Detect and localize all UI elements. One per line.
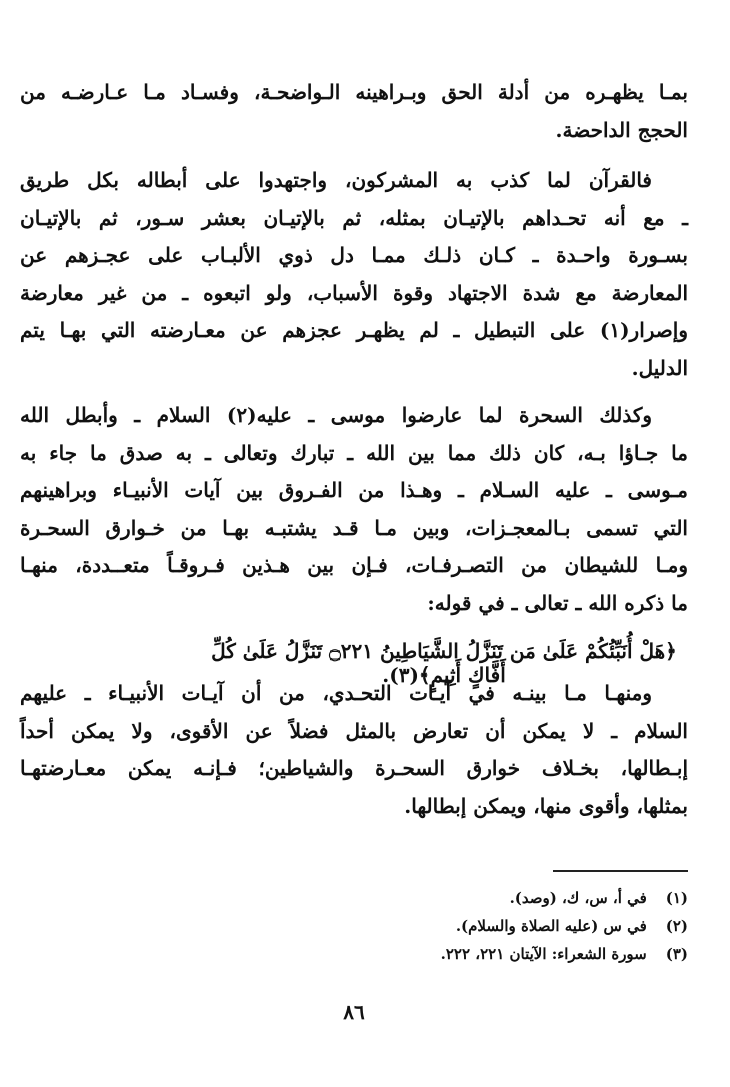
footnote-text: في أ، س، ك، (وصد). bbox=[509, 889, 647, 907]
paragraph-line: السلام ـ لا يمكن أن تعارض بالمثل فضلاً عن الأقوى، ولا يمكن أحداً bbox=[20, 718, 688, 743]
paragraph-line: التي تسمى بـالمعجـزات، وبين مـا قـد يشتبـه بهـا من خـوارق السحـرة bbox=[20, 515, 688, 540]
paragraph-line: مـوسى ـ عليه السـلام ـ وهـذا من الفـروق بين آيات الأنبيـاء وبراهينهم bbox=[20, 478, 688, 502]
paragraph-line: ما جـاؤا بـه، كان ذلك مما بين الله ـ تبارك وتعالى ـ به صدق ما جاء به bbox=[20, 440, 688, 465]
footnote-number: (٢) bbox=[665, 917, 688, 935]
page-number: ٨٦ bbox=[343, 1000, 365, 1024]
paragraph-line: وكذلك السحرة لما عارضوا موسى ـ عليه(٢) السلام ـ وأبطل الله bbox=[20, 403, 653, 427]
paragraph-line: ومنهـا مـا بينـه في آيـات التحـدي، من أن آيـات الأنبيـاء ـ عليهم bbox=[20, 681, 652, 705]
paragraph-line: بمـا يظهـره من أدلة الحق وبـراهينه الـواضحـة، وفسـاد مـا عـارضـه من bbox=[20, 80, 688, 104]
paragraph-line: الحجج الداحضة. bbox=[555, 117, 688, 142]
paragraph-1 bbox=[20, 74, 688, 149]
footnote-text: في س (عليه الصلاة والسلام). bbox=[455, 917, 647, 935]
paragraph-line: فالقرآن لما كذب به المشركون، واجتهدوا على أبطاله بكل طريق bbox=[20, 168, 652, 192]
quran-verse: ﴿هَلْ أُنَبِّئُكُمْ عَلَىٰ مَن تَنَزَّلُ الشَّيَاطِينُ ۝٢٢١ تَنَزَّلُ عَلَىٰ كُلِّ أَفَّاكٍ أَثِيمٍ﴾(٣). bbox=[211, 639, 677, 687]
paragraph-line: بمثلها، وأقوى منها، ويمكن إبطالها. bbox=[404, 793, 688, 818]
paragraph-line: المعارضة مع شدة الاجتهاد وقوة الأسباب، ولو اتبعوه ـ من غير معارضة bbox=[20, 280, 688, 305]
footnote-item bbox=[20, 940, 688, 968]
footnote-text: سورة الشعراء: الآيتان ٢٢١، ٢٢٢. bbox=[440, 945, 647, 963]
paragraph-line: ما ذكره الله ـ تعالى ـ في قوله: bbox=[427, 590, 688, 615]
paragraph-line: ومـا للشيطان من التصـرفـات، فـإن بين هـذين فـروقـاً متعــددة، منهـا bbox=[20, 553, 688, 577]
footnotes bbox=[20, 884, 688, 968]
footnote-divider bbox=[553, 870, 688, 872]
footnote-number: (٣) bbox=[665, 945, 688, 963]
paragraph-line: وإصرار(١) على التبطيل ـ لم يظهـر عجزهم عن معـارضته التي بهـا يتم bbox=[20, 318, 688, 342]
book-page bbox=[20, 74, 688, 1064]
paragraph-line: إبـطالها، بخـلاف خوارق السحـرة والشياطين؛ فـإنـه يمكن معـارضتهـا bbox=[20, 756, 688, 780]
footnote-item bbox=[20, 912, 688, 940]
paragraph-3 bbox=[20, 397, 688, 622]
paragraph-line: ـ مع أنه تحـداهم بالإتيـان بمثله، ثم بالإتيـان بعشر سـور، ثم بالإتيـان bbox=[20, 205, 688, 230]
footnote-number: (١) bbox=[665, 889, 688, 907]
paragraph-line: الدليل. bbox=[631, 355, 688, 380]
paragraph-4 bbox=[20, 675, 688, 825]
footnote-item bbox=[20, 884, 688, 912]
paragraph-2 bbox=[20, 162, 688, 387]
paragraph-line: بسـورة واحـدة ـ كـان ذلـك ممـا دل ذوي الألبـاب على عجـزهم عن bbox=[20, 243, 688, 267]
